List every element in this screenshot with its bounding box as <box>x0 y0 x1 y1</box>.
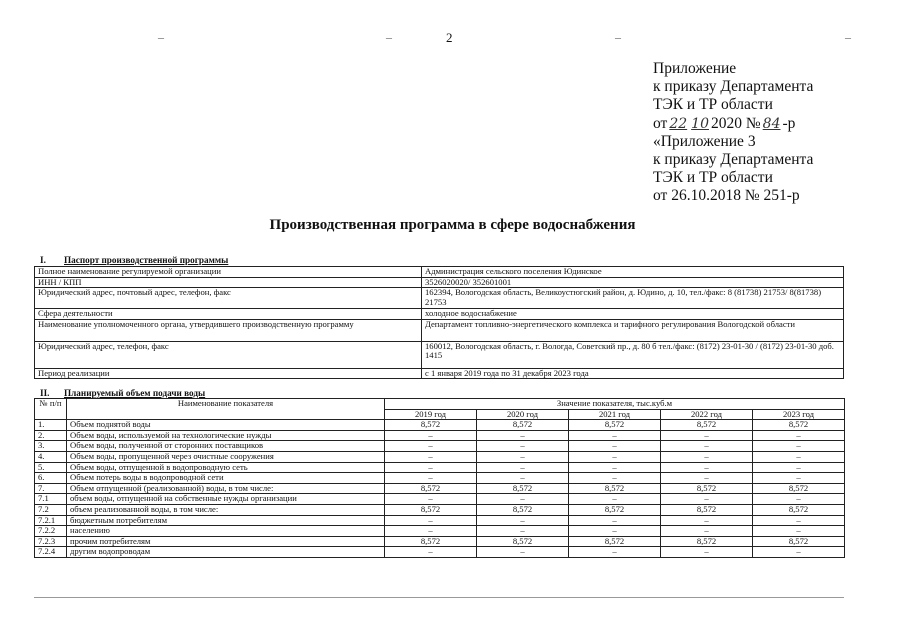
row-value: – <box>385 473 477 484</box>
row-value: 8,572 <box>569 536 661 547</box>
table-row <box>35 451 845 462</box>
header-dash: – <box>386 30 392 44</box>
row-label: Сфера деятельности <box>35 309 422 320</box>
table-row <box>35 462 845 473</box>
section-title: Планируемый объем подачи воды <box>64 388 206 398</box>
row-value: – <box>385 451 477 462</box>
row-value: – <box>753 462 845 473</box>
row-number: 3. <box>35 441 67 452</box>
row-value: – <box>477 494 569 505</box>
row-value: с 1 января 2019 года по 31 декабря 2023 года <box>422 368 844 379</box>
row-name: Объем воды, пропущенной через очистные сооружения <box>67 451 385 462</box>
row-value: – <box>385 462 477 473</box>
row-value: 162394, Вологодская область, Великоустюгский район, д. Юдино, д. 10, тел./факс: 8 (81738) 21753/ 8(81738) 21753 <box>422 288 844 309</box>
row-value: 8,572 <box>661 420 753 431</box>
row-number: 7.2 <box>35 504 67 515</box>
row-value: 8,572 <box>661 536 753 547</box>
section-heading <box>34 255 228 265</box>
header-year: 2020 год <box>477 409 569 420</box>
row-name: объем воды, отпущенной на собственные нужды организации <box>67 494 385 505</box>
row-value: 3526020020/ 352601001 <box>422 277 844 288</box>
document-title: Производственная программа в сфере водоснабжения <box>269 217 636 233</box>
row-value: 8,572 <box>477 420 569 431</box>
row-value: 8,572 <box>753 504 845 515</box>
row-value: 8,572 <box>661 483 753 494</box>
row-value: – <box>569 441 661 452</box>
table-row <box>35 267 844 278</box>
row-value: 8,572 <box>753 420 845 431</box>
page-number: 2 <box>446 30 453 45</box>
row-value: – <box>661 441 753 452</box>
row-value: – <box>569 494 661 505</box>
row-value: – <box>753 430 845 441</box>
row-value: – <box>385 441 477 452</box>
row-value: – <box>661 547 753 558</box>
row-number: 7.2.1 <box>35 515 67 526</box>
row-value: – <box>477 473 569 484</box>
table-row <box>35 441 845 452</box>
handwritten-month: 10 <box>691 115 709 132</box>
table-row <box>35 547 845 558</box>
row-value: 8,572 <box>569 483 661 494</box>
table-row <box>35 494 845 505</box>
row-label: Полное наименование регулируемой организации <box>35 267 422 278</box>
row-value: 8,572 <box>753 536 845 547</box>
row-number: 7.1 <box>35 494 67 505</box>
row-value: 160012, Вологодская область, г. Вологда, Советский пр., д. 80 б тел./факс: (8172) 23-01-30 / (8172) 23-01-30 доб. 1415 <box>422 341 844 368</box>
annex-line: к приказу Департамента <box>653 151 814 169</box>
row-value: 8,572 <box>385 536 477 547</box>
row-label: Юридический адрес, телефон, факс <box>35 341 422 368</box>
handwritten-day: 22 <box>669 115 688 132</box>
annex-order-line <box>653 115 813 133</box>
row-value: – <box>385 430 477 441</box>
row-value: 8,572 <box>661 504 753 515</box>
row-value: – <box>753 451 845 462</box>
row-value: – <box>661 430 753 441</box>
annex-block <box>653 60 813 206</box>
row-value: – <box>569 547 661 558</box>
table-row <box>35 526 845 537</box>
table-row <box>35 504 845 515</box>
row-value: Департамент топливно-энергетического комплекса и тарифного регулирования Вологодской области <box>422 319 844 341</box>
row-value: 8,572 <box>477 504 569 515</box>
annex-line: от 26.10.2018 № 251-р <box>653 187 800 205</box>
row-number: 4. <box>35 451 67 462</box>
row-value: 8,572 <box>385 504 477 515</box>
section-number: II. <box>40 388 50 398</box>
passport-table <box>34 266 844 379</box>
header-dash: – <box>158 30 164 44</box>
row-value: 8,572 <box>385 420 477 431</box>
row-value: 8,572 <box>477 483 569 494</box>
row-name: Объем потерь воды в водопроводной сети <box>67 473 385 484</box>
row-number: 1. <box>35 420 67 431</box>
row-value: 8,572 <box>569 420 661 431</box>
annex-from: от <box>653 114 668 132</box>
row-number: 2. <box>35 430 67 441</box>
table-row <box>35 536 845 547</box>
row-value: – <box>477 430 569 441</box>
row-value: – <box>385 515 477 526</box>
row-value: 8,572 <box>477 536 569 547</box>
row-value: – <box>569 515 661 526</box>
row-value: – <box>477 451 569 462</box>
row-value: – <box>753 547 845 558</box>
row-value: – <box>753 494 845 505</box>
row-name: объем реализованной воды, в том числе: <box>67 504 385 515</box>
row-value: холодное водоснабжение <box>422 309 844 320</box>
row-number: 7.2.3 <box>35 536 67 547</box>
table-row <box>35 473 845 484</box>
row-value: – <box>661 515 753 526</box>
row-name: населению <box>67 526 385 537</box>
row-number: 5. <box>35 462 67 473</box>
row-value: – <box>477 515 569 526</box>
row-value: – <box>385 526 477 537</box>
row-name: прочим потребителям <box>67 536 385 547</box>
table-header-row <box>35 399 845 410</box>
header-year: 2023 год <box>753 409 845 420</box>
row-value: Администрация сельского поселения Юдинское <box>422 267 844 278</box>
row-value: – <box>385 494 477 505</box>
water-volume-table <box>34 398 845 558</box>
row-value: – <box>569 451 661 462</box>
row-number: 7.2.2 <box>35 526 67 537</box>
row-name: другим водопроводам <box>67 547 385 558</box>
table-row <box>35 515 845 526</box>
row-value: – <box>477 462 569 473</box>
row-value: – <box>477 547 569 558</box>
section-title: Паспорт производственной программы <box>64 255 229 265</box>
header-no: № п/п <box>35 399 67 420</box>
row-name: Объем отпущенной (реализованной) воды, в том числе: <box>67 483 385 494</box>
row-number: 7.2.4 <box>35 547 67 558</box>
header-year: 2022 год <box>661 409 753 420</box>
header-year: 2019 год <box>385 409 477 420</box>
table-row <box>35 277 844 288</box>
header-dash: – <box>615 30 621 44</box>
row-value: – <box>569 462 661 473</box>
row-name: бюджетным потребителям <box>67 515 385 526</box>
page-divider <box>34 597 844 598</box>
annex-line: ТЭК и ТР области <box>653 169 773 187</box>
row-number: 7. <box>35 483 67 494</box>
section-heading <box>34 388 205 398</box>
section-number: I. <box>40 255 46 265</box>
header-value: Значение показателя, тыс.куб.м <box>385 399 845 410</box>
table-row <box>35 368 844 379</box>
header-dash: – <box>845 30 851 44</box>
row-label: Юридический адрес, почтовый адрес, телефон, факс <box>35 288 422 309</box>
row-value: 8,572 <box>569 504 661 515</box>
row-value: – <box>753 526 845 537</box>
annex-line: «Приложение 3 <box>653 132 756 150</box>
table-row <box>35 430 845 441</box>
row-value: – <box>661 526 753 537</box>
row-value: – <box>661 494 753 505</box>
row-value: 8,572 <box>753 483 845 494</box>
handwritten-order-number: 84 <box>762 115 781 132</box>
annex-suffix: -р <box>782 114 796 132</box>
row-name: Объем воды, используемой на технологические нужды <box>67 430 385 441</box>
row-value: – <box>661 451 753 462</box>
annex-line: к приказу Департамента <box>653 78 814 96</box>
header-name: Наименование показателя <box>67 399 385 420</box>
annex-line: Приложение <box>653 60 737 77</box>
row-label: ИНН / КПП <box>35 277 422 288</box>
table-row <box>35 483 845 494</box>
row-label: Наименование уполномоченного органа, утвердившего производственную программу <box>35 319 422 341</box>
row-value: – <box>661 462 753 473</box>
table-row <box>35 309 844 320</box>
row-value: – <box>753 473 845 484</box>
row-name: Объем воды, отпущенной в водопроводную сеть <box>67 462 385 473</box>
row-name: Объем поднятой воды <box>67 420 385 431</box>
row-value: – <box>661 473 753 484</box>
header-year: 2021 год <box>569 409 661 420</box>
row-value: – <box>477 526 569 537</box>
row-value: – <box>753 441 845 452</box>
row-value: – <box>477 441 569 452</box>
row-value: – <box>753 515 845 526</box>
row-value: – <box>385 547 477 558</box>
table-row <box>35 288 844 309</box>
row-name: Объем воды, полученной от сторонних поставщиков <box>67 441 385 452</box>
annex-year-no: 2020 № <box>710 114 761 132</box>
table-row <box>35 420 845 431</box>
table-row <box>35 341 844 368</box>
row-value: – <box>569 430 661 441</box>
row-value: – <box>569 473 661 484</box>
table-row <box>35 319 844 341</box>
row-value: – <box>569 526 661 537</box>
row-number: 6. <box>35 473 67 484</box>
annex-line: ТЭК и ТР области <box>653 96 773 114</box>
row-value: 8,572 <box>385 483 477 494</box>
row-label: Период реализации <box>35 368 422 379</box>
